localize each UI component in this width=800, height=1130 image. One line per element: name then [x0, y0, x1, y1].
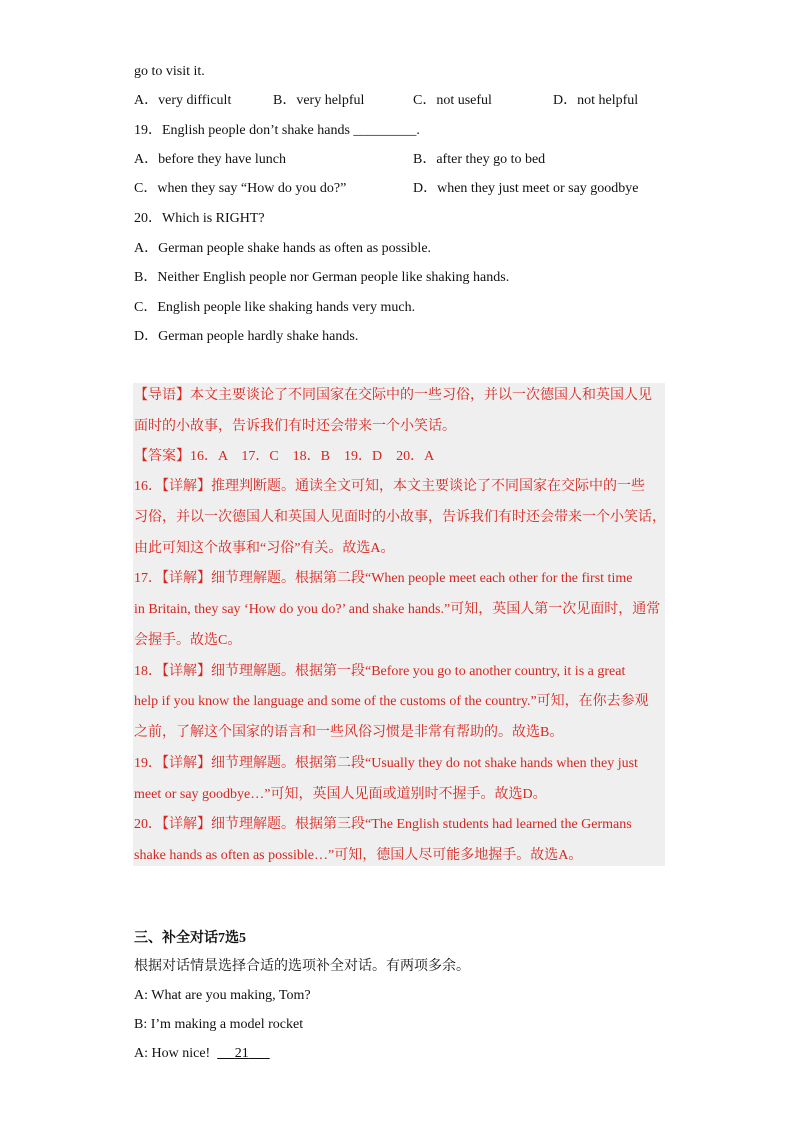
q20-option-b: B．Neither English people nor German people like shaking hands.	[134, 270, 510, 285]
explain-16-line-2: 习俗，并以一次德国人和英国人见面时的小故事，告诉我们有时还会带来一个小笑话，	[134, 510, 666, 525]
explain-17-line-3: 会握手。故选C。	[134, 633, 242, 648]
q18-tail: go to visit it.	[134, 64, 205, 79]
dialogue-line-2: B: I’m making a model rocket	[134, 1017, 304, 1032]
dialogue-line-3-prefix: A: How nice!	[134, 1046, 211, 1061]
q19-option-c: C．when they say “How do you do?”	[134, 181, 347, 196]
blank-21[interactable]	[217, 1046, 270, 1061]
explain-17-line-2: in Britain, they say ‘How do you do?’ and shake hands.”可知，英国人第一次见面时，通常	[134, 602, 661, 617]
explain-19-line-1: 19．【详解】细节理解题。根据第二段“Usually they do not shake hands when they just	[134, 756, 638, 771]
q20-stem: 20．Which is RIGHT?	[134, 211, 265, 226]
dialogue-line-3	[134, 1045, 270, 1063]
q20-option-a: A．German people shake hands as often as possible.	[134, 241, 432, 256]
explain-17-line-1: 17．【详解】细节理解题。根据第二段“When people meet each other for the first time	[134, 571, 633, 586]
explain-16-line-3: 由此可知这个故事和“习俗”有关。故选A。	[134, 541, 395, 556]
q19-option-b: B．after they go to bed	[413, 152, 546, 167]
explain-18-line-3: 之前，了解这个国家的语言和一些风俗习惯是非常有帮助的。故选B。	[134, 725, 564, 740]
q20-option-d: D．German people hardly shake hands.	[134, 329, 359, 344]
q19-option-d: D．when they just meet or say goodbye	[413, 181, 639, 196]
q18-option-b: B．very helpful	[273, 93, 365, 108]
intro-line-1: 【导语】本文主要谈论了不同国家在交际中的一些习俗，并以一次德国人和英国人见	[134, 388, 652, 403]
blank-21-number: 21	[234, 1046, 249, 1061]
q19-option-a: A．before they have lunch	[134, 152, 286, 167]
explain-20-line-1: 20．【详解】细节理解题。根据第三段“The English students had learned the Germans	[134, 817, 632, 832]
q18-option-c: C．not useful	[413, 93, 492, 108]
explain-19-line-2: meet or say goodbye…”可知，英国人见面或道别时不握手。故选D。	[134, 787, 547, 802]
explain-18-line-2: help if you know the language and some of the customs of the country.”可知，在你去参观	[134, 694, 649, 709]
q20-option-c: C．English people like shaking hands very much.	[134, 300, 416, 315]
explain-18-line-1: 18．【详解】细节理解题。根据第一段“Before you go to another country, it is a great	[134, 664, 626, 679]
section-heading: 三、补全对话7选5	[134, 931, 246, 946]
intro-line-2: 面时的小故事，告诉我们有时还会带来一个小笑话。	[134, 419, 456, 434]
q19-stem: 19．English people don’t shake hands _________.	[134, 123, 420, 138]
dialogue-line-1: A: What are you making, Tom?	[134, 988, 311, 1003]
explain-16-line-1: 16．【详解】推理判断题。通读全文可知，本文主要谈论了不同国家在交际中的一些	[134, 479, 645, 494]
explain-20-line-2: shake hands as often as possible…”可知，德国人尽可能多地握手。故选A。	[134, 848, 583, 863]
q18-option-a: A．very difficult	[134, 93, 232, 108]
section-instruction: 根据对话情景选择合适的选项补全对话。有两项多余。	[134, 959, 470, 974]
answer-key: 【答案】16．A 17．C 18．B 19．D 20．A	[134, 449, 435, 464]
q18-option-d: D．not helpful	[553, 93, 639, 108]
